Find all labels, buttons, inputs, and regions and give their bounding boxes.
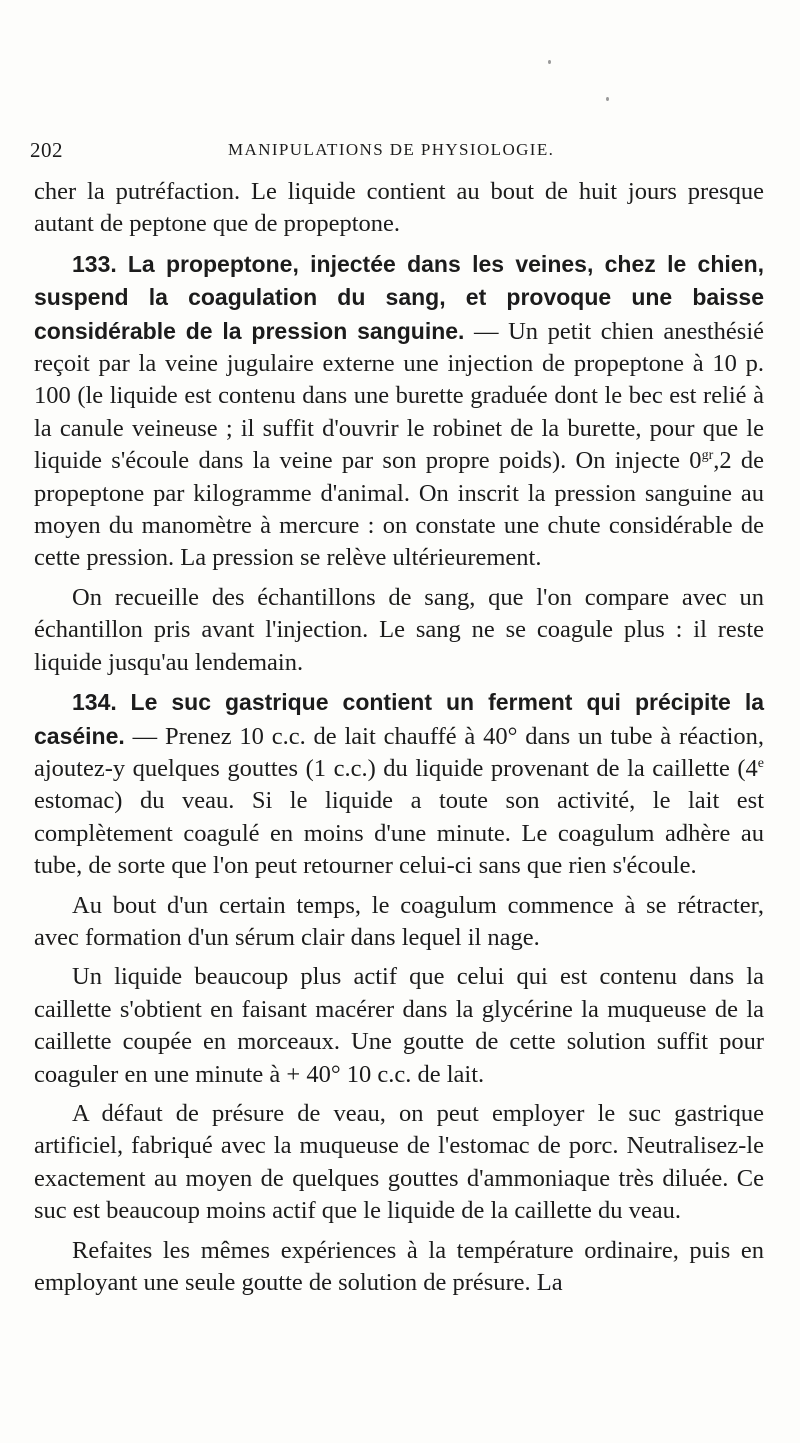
paper-speck (548, 60, 551, 64)
section-number: 133. (72, 250, 117, 277)
page-number: 202 (30, 138, 63, 162)
em-dash: — (124, 722, 165, 750)
paragraph-text: Au bout d'un certain temps, le coagulum commence à se rétracter, avec formation d'un sérum clair dans lequel il nage. (34, 891, 764, 951)
superscript: gr (701, 448, 714, 464)
section-title: Le suc gastrique contient un ferment qui précipite la caséine. (34, 689, 765, 749)
paper-speck (606, 97, 609, 101)
superscript: e (757, 755, 764, 771)
paragraph-text: Un liquide beaucoup plus actif que celui qui est contenu dans la caillette s'obtient en faisant macérer dans la glycérine la muqueuse de la caillette coupée en morceaux. Une goutte de cette solution suffit pour coaguler en une minute à + 40° 10 c.c. de lait. (34, 963, 764, 1088)
paragraph (34, 1235, 764, 1300)
paragraph (34, 890, 764, 955)
body-text (34, 176, 764, 1306)
paragraph-text: A défaut de présure de veau, on peut employer le suc gastrique artificiel, fabriqué avec la muqueuse de l'estomac de porc. Neutralisez-le exactement au moyen de quelques gouttes d'ammoniaque très diluée. Ce suc est beaucoup moins actif que le liquide de la caillette du veau. (34, 1099, 764, 1225)
paragraph (34, 582, 764, 679)
paragraph-text: Refaites les mêmes expériences à la température ordinaire, puis en employant une seule goutte de solution de présure. La (34, 1236, 764, 1296)
section-134 (34, 686, 764, 882)
page-header (30, 138, 770, 168)
paragraph-text: Un petit chien anesthésié reçoit par la veine jugulaire externe une injection de propeptone à 10 p. 100 (le liquide est contenu dans une burette graduée dont le bec est relié à la canule veineuse ; il suffit d'ouvrir le robinet de la burette, pour que le liquide s'écoule dans la veine par son propre poids). On injecte 0 (34, 317, 765, 475)
running-title: MANIPULATIONS DE PHYSIOLOGIE. (228, 140, 555, 159)
section-133 (34, 248, 764, 575)
paragraph-text: On recueille des échantillons de sang, que l'on compare avec un échantillon pris avant l'injection. Le sang ne se coagule plus : il reste liquide jusqu'au lendemain. (34, 583, 764, 676)
paragraph-text: ,2 de propeptone par kilogramme d'animal. On inscrit la pression sanguine au moyen du manomètre à mercure : on constate une chute considérable de cette pression. La pression se relève ultérieurement. (34, 447, 764, 572)
paragraph (34, 961, 764, 1091)
paragraph (34, 1098, 764, 1228)
em-dash: — (464, 317, 509, 345)
paragraph-text: estomac) du veau. Si le liquide a toute son activité, le lait est complètement coagulé en moins d'une minute. Le coagulum adhère au tube, de sorte que l'on peut retourner celui-ci sans que rien s'écoule. (34, 787, 764, 880)
section-title: La propeptone, injectée dans les veines, chez le chien, suspend la coagulation du sang, et provoque une baisse considérable de la pression sanguine. (34, 250, 765, 344)
paragraph-text: cher la putréfaction. Le liquide contient au bout de huit jours presque autant de peptone que de propeptone. (34, 178, 764, 238)
paragraph-text: Prenez 10 c.c. de lait chauffé à 40° dans un tube à réaction, ajoutez-y quelques gouttes (1 c.c.) du liquide provenant de la caillette (4 (34, 722, 764, 782)
paragraph-continuation (34, 176, 764, 241)
section-number: 134. (72, 689, 117, 716)
